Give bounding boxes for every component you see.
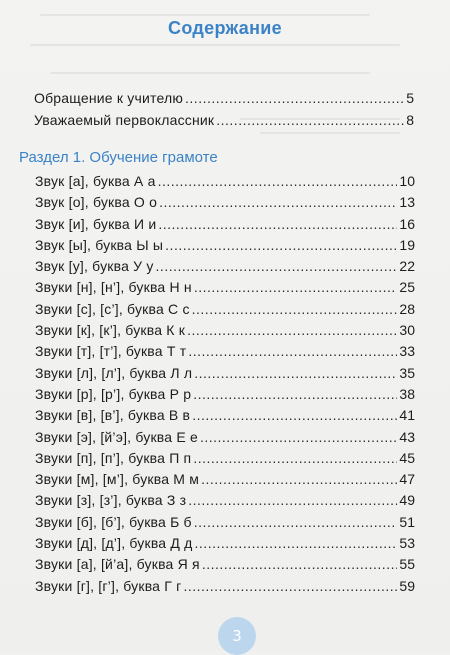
toc-entry[interactable] — [35, 386, 415, 407]
page-number-badge — [218, 617, 256, 655]
toc-entry[interactable] — [35, 450, 415, 471]
dot-leader — [193, 386, 397, 402]
toc-entry-label: Звуки [л], [л’], буква Л л — [35, 364, 193, 381]
toc-entry[interactable] — [35, 237, 415, 258]
toc-entry-page: 33 — [399, 343, 415, 360]
toc-entry-label: Звуки [н], [н’], буква Н н — [35, 279, 192, 296]
toc-entry-label: Обращение к учителю — [34, 90, 184, 106]
dot-leader — [192, 301, 398, 317]
toc-entry-page: 53 — [399, 535, 415, 552]
toc-entry-page: 45 — [399, 449, 415, 466]
toc-entry-label: Звук [о], буква О о — [35, 194, 158, 211]
toc-entry-page: 13 — [399, 194, 415, 211]
intro-list — [34, 90, 414, 134]
dot-leader — [188, 343, 397, 359]
toc-entry[interactable] — [34, 112, 414, 134]
dot-leader — [192, 407, 397, 423]
toc-entry-label: Звуки [г], [г’], буква Г г — [35, 577, 182, 594]
toc-entry-label: Звуки [к], [к’], буква К к — [35, 322, 186, 339]
toc-entry[interactable] — [34, 90, 414, 112]
toc-entry-label: Звуки [д], [д’], буква Д д — [35, 535, 193, 552]
toc-entry-label: Звуки [б], [б’], буква Б б — [35, 513, 192, 530]
toc-entry-page: 30 — [399, 322, 415, 339]
dot-leader — [202, 556, 398, 572]
dot-leader — [159, 194, 397, 210]
toc-entry[interactable] — [35, 471, 415, 492]
toc-entry[interactable] — [35, 343, 415, 364]
toc-entry-label: Звуки [т], [т’], буква Т т — [35, 343, 187, 360]
toc-entry-label: Звуки [р], [р’], буква Р р — [35, 385, 192, 402]
toc-entry-page: 22 — [399, 258, 415, 275]
toc-entry-page: 51 — [399, 513, 415, 530]
toc-entry-page: 38 — [399, 385, 415, 402]
toc-entry-label: Звуки [э], [й’э], буква Е е — [35, 428, 198, 445]
dot-leader — [185, 90, 404, 106]
toc-entry[interactable] — [35, 301, 415, 322]
toc-entry[interactable] — [35, 578, 415, 599]
dot-leader — [158, 173, 398, 189]
dot-leader — [188, 492, 397, 508]
toc-entry-page: 47 — [399, 471, 415, 488]
toc-entry-label: Звуки [в], [в’], буква В в — [35, 407, 191, 424]
toc-entry-label: Звук [ы], буква Ы ы — [35, 236, 164, 253]
dot-leader — [158, 216, 397, 232]
dot-leader — [200, 429, 397, 445]
toc-entry-page: 10 — [399, 173, 415, 189]
dot-leader — [194, 279, 398, 295]
toc-entry-page: 35 — [399, 364, 415, 381]
dot-leader — [201, 471, 397, 487]
toc-entry-page: 5 — [406, 90, 414, 106]
toc-entry-page: 19 — [399, 236, 415, 253]
toc-entry[interactable] — [35, 535, 415, 556]
toc-entry-label: Звуки [с], [с’], буква С с — [35, 300, 190, 317]
dot-leader — [193, 450, 397, 466]
toc-entry[interactable] — [35, 407, 415, 428]
toc-entry-page: 55 — [399, 556, 415, 573]
dot-leader — [187, 322, 397, 338]
toc-entry-page: 28 — [399, 300, 415, 317]
toc-entry[interactable] — [35, 322, 415, 343]
page-title: Содержание — [168, 18, 282, 38]
toc-entry[interactable] — [35, 258, 415, 279]
toc-entry-page: 25 — [399, 279, 415, 296]
toc-entry[interactable] — [35, 365, 415, 386]
toc-entry[interactable] — [35, 216, 415, 237]
toc-entry-page: 41 — [399, 407, 415, 424]
toc-entry[interactable] — [35, 429, 415, 450]
toc-entry[interactable] — [35, 279, 415, 300]
toc-entry-page: 8 — [406, 112, 414, 128]
toc-entry-page: 43 — [399, 428, 415, 445]
toc-entry[interactable] — [35, 514, 415, 535]
toc-entry[interactable] — [35, 492, 415, 513]
dot-leader — [183, 578, 397, 594]
toc-entry-label: Звук [у], буква У у — [35, 258, 154, 275]
toc-entry-label: Звуки [м], [м’], буква М м — [35, 471, 200, 488]
toc-entry-label: Звук [и], буква И и — [35, 215, 157, 232]
dot-leader — [194, 365, 397, 381]
toc-entry[interactable] — [35, 173, 415, 194]
page-number: 3 — [232, 627, 242, 645]
dot-leader — [195, 535, 398, 551]
dot-leader — [216, 112, 404, 128]
toc-list — [35, 173, 415, 599]
dot-leader — [165, 237, 397, 253]
dot-leader — [156, 258, 398, 274]
toc-entry-label: Уважаемый первоклассник — [34, 112, 215, 128]
dot-leader — [194, 514, 398, 530]
toc-entry-label: Звуки [п], [п’], буква П п — [35, 449, 192, 466]
toc-entry-page: 16 — [399, 215, 415, 232]
section-title: Раздел 1. Обучение грамоте — [19, 149, 218, 166]
toc-entry[interactable] — [35, 194, 415, 215]
toc-entry-page: 59 — [399, 577, 415, 594]
toc-entry-label: Звуки [а], [й’а], буква Я я — [35, 556, 200, 573]
toc-entry-label: Звук [а], буква А а — [35, 173, 156, 189]
toc-entry-page: 49 — [399, 492, 415, 509]
toc-entry-label: Звуки [з], [з’], буква З з — [35, 492, 187, 509]
toc-entry[interactable] — [35, 556, 415, 577]
